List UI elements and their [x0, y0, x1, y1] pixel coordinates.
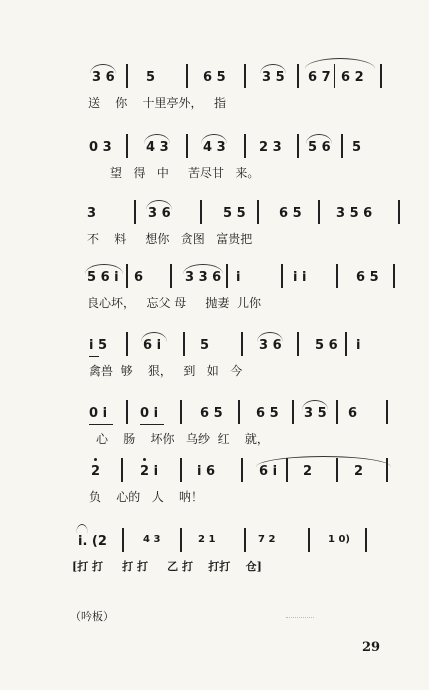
barline — [336, 400, 338, 424]
note-group: 5 — [352, 140, 362, 155]
lyrics-line: 心 肠 坏你 乌纱 红 就， — [96, 432, 269, 446]
note-group: 6 2 — [341, 70, 364, 85]
barline — [121, 458, 123, 482]
barline — [286, 458, 288, 482]
note-group: 5 5 — [223, 206, 246, 221]
barline — [180, 458, 182, 482]
faint-mark — [286, 617, 314, 619]
high-octave-dot — [143, 458, 146, 461]
note-group: 6 — [348, 406, 358, 421]
barline — [126, 400, 128, 424]
barline — [257, 200, 259, 224]
notes-line — [0, 458, 429, 484]
lyrics-line: 不 料 想你 贪图 富贵把 — [87, 232, 253, 246]
note-group: 6 5 — [203, 70, 226, 85]
note-group: i i — [293, 270, 307, 285]
barline — [345, 332, 347, 356]
barline — [318, 200, 320, 224]
note-group: 3 6 — [259, 338, 282, 353]
slur — [85, 264, 123, 274]
barline — [126, 134, 128, 158]
barline — [126, 332, 128, 356]
barline — [238, 400, 240, 424]
note-group: 3 5 — [304, 406, 327, 421]
note-group: 3 3 6 — [185, 270, 222, 285]
slur — [90, 64, 116, 74]
note-group: 2 — [303, 464, 313, 479]
barline — [126, 264, 128, 288]
slur — [76, 524, 88, 534]
note-group: 6 i — [259, 464, 278, 479]
note-group: 7 2 — [258, 534, 276, 545]
slur — [306, 134, 332, 144]
barline — [244, 64, 246, 88]
note-group: 3 6 — [92, 70, 115, 85]
barline — [126, 64, 128, 88]
note-group: 3 5 6 — [336, 206, 373, 221]
barline — [281, 264, 283, 288]
barline — [180, 400, 182, 424]
note-group: 2 i — [140, 464, 159, 479]
note-group: 3 — [87, 206, 97, 221]
slur — [302, 400, 328, 410]
lyrics-line: 禽兽 够 狠， 到 如 今 — [89, 364, 243, 378]
barline — [297, 64, 299, 88]
lyrics-line: [打 打 打 打 乙 打 打打 仓] — [72, 560, 262, 573]
barline — [365, 528, 367, 552]
note-group: 6 5 — [279, 206, 302, 221]
barline — [186, 64, 188, 88]
barline — [241, 332, 243, 356]
note-group: 1 0) — [328, 534, 350, 545]
note-group: i — [356, 338, 361, 353]
barline — [336, 264, 338, 288]
barline — [341, 134, 343, 158]
notes-line — [0, 332, 429, 358]
notes-line — [0, 528, 429, 554]
note-group: 6 5 — [256, 406, 279, 421]
note-group: 3 5 — [262, 70, 285, 85]
barline — [386, 400, 388, 424]
lyrics-line: 负 心的 人 呐！ — [89, 490, 203, 504]
barline — [393, 264, 395, 288]
barline — [134, 200, 136, 224]
notes-line — [0, 200, 429, 226]
slur — [183, 264, 223, 274]
lyrics-line: 望 得 中 苦尽甘 来。 — [110, 166, 260, 180]
note-group: 6 — [134, 270, 144, 285]
barline — [336, 458, 338, 482]
slur — [305, 58, 375, 69]
note-group: 0 i — [89, 406, 108, 421]
barline — [334, 64, 335, 88]
barline — [183, 332, 185, 356]
underline — [89, 356, 99, 357]
note-group: i 6 — [197, 464, 216, 479]
slur — [201, 134, 227, 144]
note-group: 6 5 — [200, 406, 223, 421]
notes-line — [0, 64, 429, 90]
note-group: 5 — [146, 70, 156, 85]
slur — [257, 332, 283, 342]
barline — [122, 528, 124, 552]
notes-line — [0, 134, 429, 160]
note-group: 4 3 — [203, 140, 226, 155]
lyrics-line: 送 你 十里亭外， 指 — [88, 96, 226, 110]
barline — [180, 528, 182, 552]
lyrics-line: 良心坏， 忘父 母 抛妻 儿你 — [87, 296, 261, 310]
barline — [244, 528, 246, 552]
barline — [380, 64, 382, 88]
note-group: 2 — [91, 464, 101, 479]
note-group: i — [236, 270, 241, 285]
note-group: 5 6 — [315, 338, 338, 353]
note-group: 2 1 — [198, 534, 216, 545]
high-octave-dot — [94, 458, 97, 461]
note-group: 6 i — [143, 338, 162, 353]
note-group: i. (2 — [78, 534, 107, 549]
note-group: 5 — [200, 338, 210, 353]
note-group: 2 3 — [259, 140, 282, 155]
barline — [308, 528, 310, 552]
note-group: 4 3 — [146, 140, 169, 155]
note-group: 6 5 — [356, 270, 379, 285]
barline — [186, 134, 188, 158]
note-group: 6 7 — [308, 70, 331, 85]
barline — [292, 400, 294, 424]
barline — [170, 264, 172, 288]
slur — [256, 456, 391, 467]
barline — [200, 200, 202, 224]
slur — [260, 64, 286, 74]
barline — [297, 134, 299, 158]
slur — [141, 332, 167, 342]
page-number: 29 — [362, 640, 381, 655]
barline — [398, 200, 400, 224]
barline — [386, 458, 388, 482]
notes-line — [0, 400, 429, 426]
barline — [244, 134, 246, 158]
note-group: i 5 — [89, 338, 108, 353]
barline — [297, 332, 299, 356]
underline — [89, 424, 113, 425]
tempo-marking: （吟板） — [70, 610, 114, 623]
note-group: 0 3 — [89, 140, 112, 155]
note-group: 3 6 — [148, 206, 171, 221]
barline — [241, 458, 243, 482]
barline — [226, 264, 228, 288]
note-group: 5 6 — [308, 140, 331, 155]
note-group: 4 3 — [143, 534, 161, 545]
slur — [144, 134, 170, 144]
slur — [146, 200, 172, 210]
notes-line — [0, 264, 429, 290]
note-group: 5 6 i — [87, 270, 119, 285]
note-group: 0 i — [140, 406, 159, 421]
underline — [140, 424, 164, 425]
note-group: 2 — [354, 464, 364, 479]
